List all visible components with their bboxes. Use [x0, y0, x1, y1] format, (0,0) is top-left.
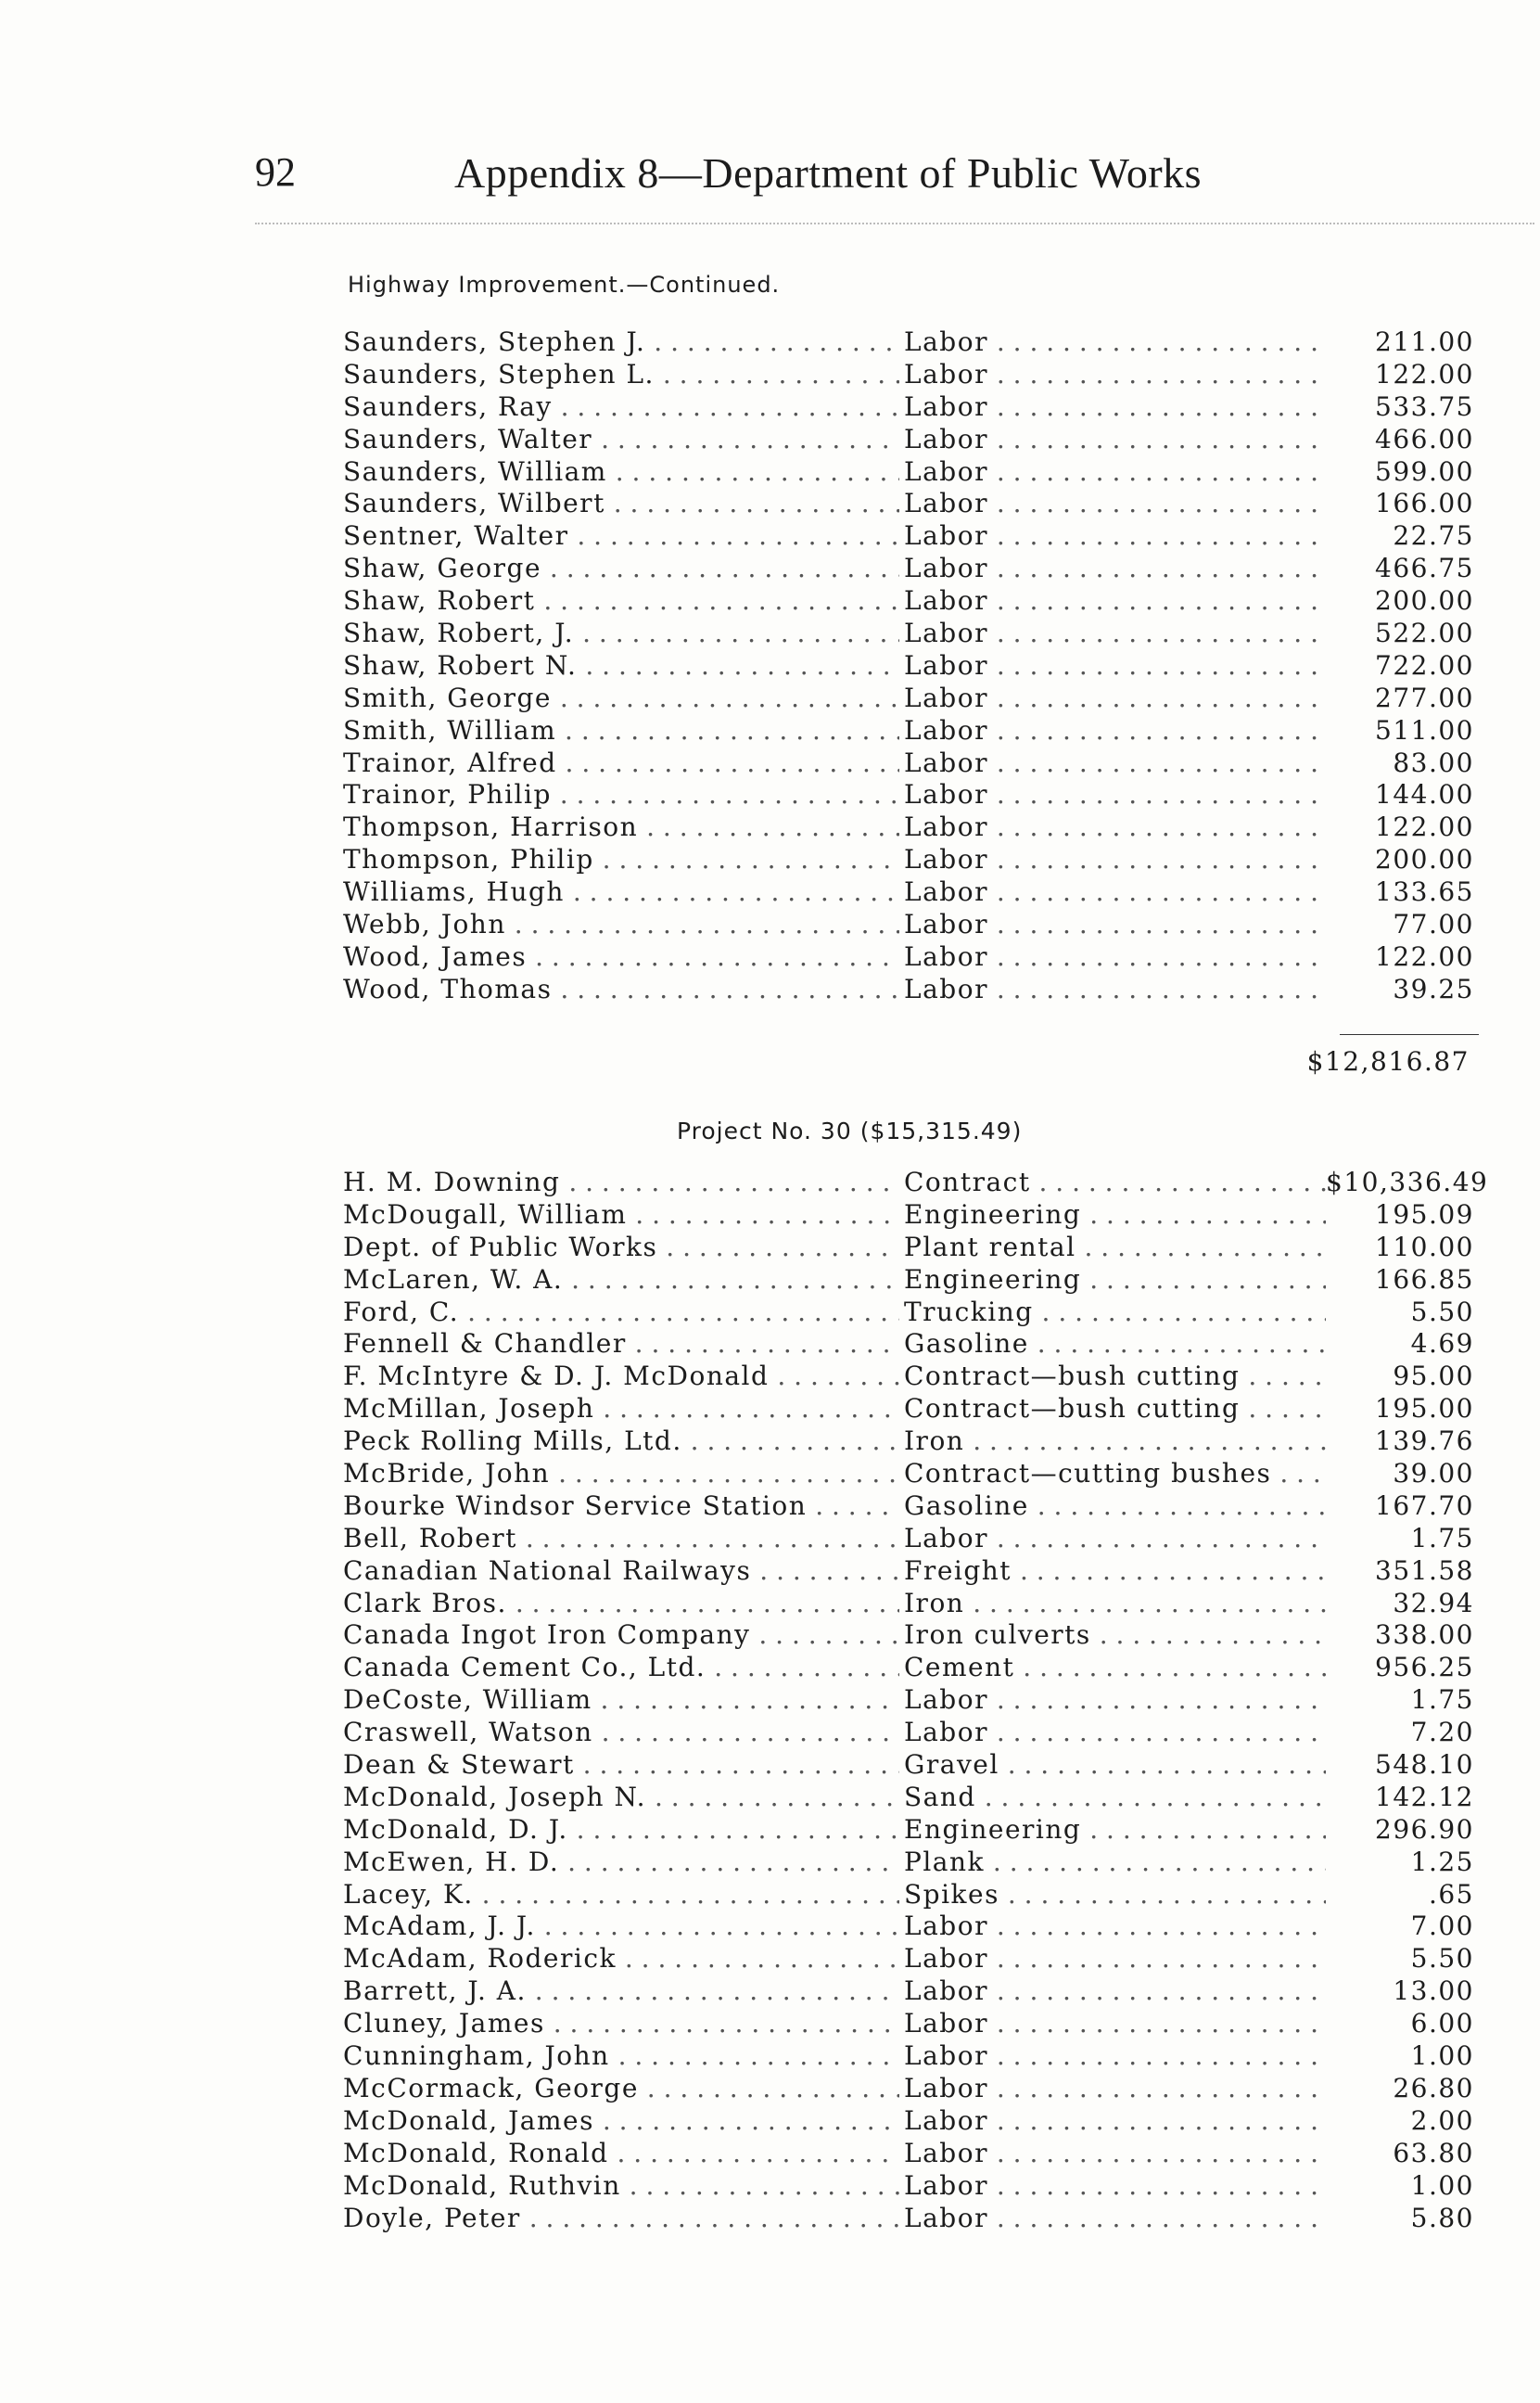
highway-ledger: [343, 326, 1493, 1006]
payee-name: McBride, John . . .: [343, 1458, 899, 1490]
ledger-row: [343, 1943, 1493, 1975]
payee-name: Peck Rolling Mills, Ltd. . . .: [343, 1425, 899, 1458]
expense-type: Labor . . .: [904, 909, 1340, 941]
payee-name: McCormack, George . . .: [343, 2073, 899, 2105]
amount-value: 200.00: [1326, 585, 1474, 618]
payee-name: Bell, Robert . . .: [343, 1523, 899, 1555]
payee-name: Barrett, J. A. . . .: [343, 1975, 899, 2008]
expense-type: Engineering . . .: [904, 1264, 1340, 1297]
expense-type: Labor . . .: [904, 585, 1340, 618]
expense-type: Labor . . .: [904, 2170, 1340, 2203]
amount-value: 200.00: [1326, 844, 1474, 876]
payee-name: Smith, George . . .: [343, 683, 899, 715]
amount-value: 1.00: [1326, 2170, 1474, 2203]
ledger-row: [343, 326, 1493, 359]
ledger-row: [343, 844, 1493, 876]
ledger-row: [343, 2105, 1493, 2138]
ledger-row: [343, 1297, 1493, 1329]
expense-type: Labor . . .: [904, 391, 1340, 424]
amount-value: 22.75: [1326, 520, 1474, 553]
payee-name: Williams, Hugh . . .: [343, 876, 899, 909]
amount-value: 1.00: [1326, 2040, 1474, 2073]
expense-type: Labor . . .: [904, 1911, 1340, 1943]
amount-value: 466.00: [1326, 424, 1474, 456]
amount-value: 142.12: [1326, 1782, 1474, 1814]
payee-name: Ford, C. . . .: [343, 1297, 899, 1329]
amount-value: 32.94: [1326, 1588, 1474, 1620]
ledger-row: [343, 812, 1493, 844]
payee-name: Dean & Stewart . . .: [343, 1749, 899, 1782]
payee-name: Canada Cement Co., Ltd. . . .: [343, 1652, 899, 1684]
ledger-row: [343, 1782, 1493, 1814]
expense-type: Contract—cutting bushes . . .: [904, 1458, 1340, 1490]
ledger-row: [343, 650, 1493, 683]
expense-type: Freight . . .: [904, 1555, 1340, 1588]
amount-value: 39.25: [1326, 974, 1474, 1006]
amount-value: 599.00: [1326, 456, 1474, 489]
running-head: Appendix 8—Department of Public Works: [454, 149, 1203, 197]
expense-type: Labor . . .: [904, 424, 1340, 456]
expense-type: Sand . . .: [904, 1782, 1340, 1814]
payee-name: Wood, James . . .: [343, 941, 899, 974]
payee-name: McEwen, H. D. . . .: [343, 1847, 899, 1879]
amount-value: 277.00: [1326, 683, 1474, 715]
amount-value: 7.00: [1326, 1911, 1474, 1943]
amount-value: 956.25: [1326, 1652, 1474, 1684]
expense-type: Labor . . .: [904, 1684, 1340, 1717]
amount-value: 167.70: [1326, 1490, 1474, 1523]
expense-type: Gasoline . . .: [904, 1328, 1340, 1361]
amount-value: 5.80: [1326, 2203, 1474, 2235]
ledger-row: [343, 1749, 1493, 1782]
expense-type: Labor . . .: [904, 876, 1340, 909]
ledger-row: [343, 1232, 1493, 1264]
amount-value: 533.75: [1326, 391, 1474, 424]
amount-value: 83.00: [1326, 748, 1474, 780]
payee-name: Saunders, Walter . . .: [343, 424, 899, 456]
amount-value: 466.75: [1326, 553, 1474, 585]
amount-value: 26.80: [1326, 2073, 1474, 2105]
project30-section-heading: Project No. 30 ($15,315.49): [677, 1118, 1023, 1144]
ledger-row: [343, 1911, 1493, 1943]
ledger-row: [343, 2040, 1493, 2073]
ledger-row: [343, 585, 1493, 618]
payee-name: Shaw, George . . .: [343, 553, 899, 585]
page-number: 92: [255, 149, 296, 195]
amount-value: 1.75: [1326, 1523, 1474, 1555]
ledger-row: [343, 1684, 1493, 1717]
amount-value: 296.90: [1326, 1814, 1474, 1847]
payee-name: McDonald, James . . .: [343, 2105, 899, 2138]
ledger-row: [343, 456, 1493, 489]
payee-name: McLaren, W. A. . . .: [343, 1264, 899, 1297]
ledger-row: [343, 1361, 1493, 1393]
amount-value: 110.00: [1326, 1232, 1474, 1264]
ledger-row: [343, 553, 1493, 585]
expense-type: Spikes . . .: [904, 1879, 1340, 1911]
expense-type: Labor . . .: [904, 2040, 1340, 2073]
ledger-row: [343, 1879, 1493, 1911]
ledger-row: [343, 2203, 1493, 2235]
payee-name: F. McIntyre & D. J. McDonald . . .: [343, 1361, 899, 1393]
expense-type: Engineering . . .: [904, 1814, 1340, 1847]
payee-name: Trainor, Alfred . . .: [343, 748, 899, 780]
amount-value: 122.00: [1326, 359, 1474, 391]
payee-name: Thompson, Harrison . . .: [343, 812, 899, 844]
ledger-row: [343, 1490, 1493, 1523]
payee-name: Smith, William . . .: [343, 715, 899, 748]
highway-total: $12,816.87: [1306, 1046, 1470, 1077]
ledger-row: [343, 359, 1493, 391]
ledger-row: [343, 1199, 1493, 1232]
payee-name: McDonald, D. J. . . .: [343, 1814, 899, 1847]
amount-value: 338.00: [1326, 1619, 1474, 1652]
amount-value: 548.10: [1326, 1749, 1474, 1782]
amount-value: 133.65: [1326, 876, 1474, 909]
ledger-row: [343, 2073, 1493, 2105]
expense-type: Labor . . .: [904, 2073, 1340, 2105]
expense-type: Iron culverts . . .: [904, 1619, 1340, 1652]
amount-value: 5.50: [1326, 1297, 1474, 1329]
expense-type: Labor . . .: [904, 1975, 1340, 2008]
ledger-row: [343, 1328, 1493, 1361]
amount-value: 77.00: [1326, 909, 1474, 941]
page-header: [255, 148, 1395, 204]
payee-name: Clark Bros. . . .: [343, 1588, 899, 1620]
amount-value: 195.09: [1326, 1199, 1474, 1232]
payee-name: Trainor, Philip . . .: [343, 779, 899, 812]
expense-type: Labor . . .: [904, 650, 1340, 683]
payee-name: Wood, Thomas . . .: [343, 974, 899, 1006]
amount-value: 6.00: [1326, 2008, 1474, 2040]
expense-type: Labor . . .: [904, 941, 1340, 974]
ledger-row: [343, 683, 1493, 715]
expense-type: Trucking . . .: [904, 1297, 1340, 1329]
ledger-row: [343, 618, 1493, 650]
ledger-row: [343, 909, 1493, 941]
payee-name: Cluney, James . . .: [343, 2008, 899, 2040]
amount-value: 63.80: [1326, 2138, 1474, 2170]
ledger-row: [343, 1975, 1493, 2008]
payee-name: Shaw, Robert . . .: [343, 585, 899, 618]
expense-type: Labor . . .: [904, 326, 1340, 359]
ledger-row: [343, 1814, 1493, 1847]
expense-type: Labor . . .: [904, 520, 1340, 553]
payee-name: Dept. of Public Works . . .: [343, 1232, 899, 1264]
payee-name: Saunders, Stephen J. . . .: [343, 326, 899, 359]
expense-type: Labor . . .: [904, 1523, 1340, 1555]
expense-type: Cement . . .: [904, 1652, 1340, 1684]
payee-name: Lacey, K. . . .: [343, 1879, 899, 1911]
payee-name: Craswell, Watson . . .: [343, 1717, 899, 1749]
payee-name: Shaw, Robert, J. . . .: [343, 618, 899, 650]
project30-ledger: [343, 1167, 1493, 2234]
ledger-row: [343, 1425, 1493, 1458]
payee-name: McAdam, J. J. . . .: [343, 1911, 899, 1943]
amount-value: 39.00: [1326, 1458, 1474, 1490]
expense-type: Labor . . .: [904, 1717, 1340, 1749]
ledger-row: [343, 520, 1493, 553]
payee-name: McDonald, Joseph N. . . .: [343, 1782, 899, 1814]
expense-type: Iron . . .: [904, 1425, 1340, 1458]
expense-type: Labor . . .: [904, 2105, 1340, 2138]
expense-type: Labor . . .: [904, 618, 1340, 650]
ledger-row: [343, 715, 1493, 748]
ledger-row: [343, 1167, 1493, 1199]
payee-name: Cunningham, John . . .: [343, 2040, 899, 2073]
expense-type: Labor . . .: [904, 359, 1340, 391]
expense-type: Labor . . .: [904, 683, 1340, 715]
highway-section-heading: Highway Improvement.—Continued.: [348, 272, 781, 298]
amount-value: 166.85: [1326, 1264, 1474, 1297]
payee-name: Canada Ingot Iron Company . . .: [343, 1619, 899, 1652]
amount-value: 122.00: [1326, 941, 1474, 974]
ledger-row: [343, 974, 1493, 1006]
total-rule: [1340, 1034, 1479, 1035]
amount-value: 2.00: [1326, 2105, 1474, 2138]
ledger-row: [343, 1555, 1493, 1588]
expense-type: Labor . . .: [904, 715, 1340, 748]
payee-name: Saunders, Wilbert . . .: [343, 488, 899, 520]
expense-type: Engineering . . .: [904, 1199, 1340, 1232]
expense-type: Labor . . .: [904, 844, 1340, 876]
expense-type: Labor . . .: [904, 779, 1340, 812]
ledger-row: [343, 2138, 1493, 2170]
amount-value: 13.00: [1326, 1975, 1474, 2008]
payee-name: Saunders, Stephen L. . . .: [343, 359, 899, 391]
ledger-row: [343, 1847, 1493, 1879]
expense-type: Labor . . .: [904, 1943, 1340, 1975]
amount-value: 511.00: [1326, 715, 1474, 748]
expense-type: Plant rental . . .: [904, 1232, 1340, 1264]
expense-type: Contract—bush cutting . . .: [904, 1361, 1340, 1393]
payee-name: Sentner, Walter . . .: [343, 520, 899, 553]
expense-type: Contract—bush cutting . . .: [904, 1393, 1340, 1425]
ledger-row: [343, 876, 1493, 909]
payee-name: Saunders, Ray . . .: [343, 391, 899, 424]
payee-name: Canadian National Railways . . .: [343, 1555, 899, 1588]
payee-name: Doyle, Peter . . .: [343, 2203, 899, 2235]
expense-type: Labor . . .: [904, 553, 1340, 585]
ledger-row: [343, 748, 1493, 780]
ledger-row: [343, 1619, 1493, 1652]
ledger-row: [343, 2008, 1493, 2040]
expense-type: Labor . . .: [904, 748, 1340, 780]
ledger-row: [343, 488, 1493, 520]
payee-name: Webb, John . . .: [343, 909, 899, 941]
amount-value: .65: [1326, 1879, 1474, 1911]
amount-value: 351.58: [1326, 1555, 1474, 1588]
amount-value: 211.00: [1326, 326, 1474, 359]
payee-name: Saunders, William . . .: [343, 456, 899, 489]
payee-name: Thompson, Philip . . .: [343, 844, 899, 876]
amount-value: $10,336.49: [1326, 1167, 1489, 1197]
amount-value: 195.00: [1326, 1393, 1474, 1425]
amount-value: 7.20: [1326, 1717, 1474, 1749]
expense-type: Contract . . .: [904, 1167, 1340, 1199]
amount-value: 122.00: [1326, 812, 1474, 844]
payee-name: McDonald, Ruthvin . . .: [343, 2170, 899, 2203]
amount-value: 722.00: [1326, 650, 1474, 683]
expense-type: Labor . . .: [904, 2138, 1340, 2170]
expense-type: Labor . . .: [904, 2008, 1340, 2040]
ledger-row: [343, 1393, 1493, 1425]
ledger-row: [343, 1652, 1493, 1684]
expense-type: Plank . . .: [904, 1847, 1340, 1879]
amount-value: 1.75: [1326, 1684, 1474, 1717]
ledger-row: [343, 1458, 1493, 1490]
payee-name: McDougall, William . . .: [343, 1199, 899, 1232]
amount-value: 522.00: [1326, 618, 1474, 650]
expense-type: Labor . . .: [904, 2203, 1340, 2235]
payee-name: McMillan, Joseph . . .: [343, 1393, 899, 1425]
expense-type: Gasoline . . .: [904, 1490, 1340, 1523]
expense-type: Gravel . . .: [904, 1749, 1340, 1782]
amount-value: 95.00: [1326, 1361, 1474, 1393]
expense-type: Labor . . .: [904, 812, 1340, 844]
payee-name: Fennell & Chandler . . .: [343, 1328, 899, 1361]
amount-value: 5.50: [1326, 1943, 1474, 1975]
ledger-row: [343, 424, 1493, 456]
payee-name: McDonald, Ronald . . .: [343, 2138, 899, 2170]
ledger-row: [343, 1264, 1493, 1297]
ledger-row: [343, 941, 1493, 974]
payee-name: McAdam, Roderick . . .: [343, 1943, 899, 1975]
amount-value: 1.25: [1326, 1847, 1474, 1879]
payee-name: DeCoste, William . . .: [343, 1684, 899, 1717]
ledger-row: [343, 391, 1493, 424]
expense-type: Labor . . .: [904, 456, 1340, 489]
amount-value: 144.00: [1326, 779, 1474, 812]
expense-type: Labor . . .: [904, 488, 1340, 520]
payee-name: Shaw, Robert N. . . .: [343, 650, 899, 683]
amount-value: 139.76: [1326, 1425, 1474, 1458]
expense-type: Iron . . .: [904, 1588, 1340, 1620]
ledger-row: [343, 779, 1493, 812]
ledger-row: [343, 1523, 1493, 1555]
payee-name: Bourke Windsor Service Station . . .: [343, 1490, 899, 1523]
ledger-row: [343, 1717, 1493, 1749]
expense-type: Labor . . .: [904, 974, 1340, 1006]
ledger-row: [343, 2170, 1493, 2203]
ledger-row: [343, 1588, 1493, 1620]
amount-value: 166.00: [1326, 488, 1474, 520]
payee-name: H. M. Downing . . .: [343, 1167, 899, 1199]
amount-value: 4.69: [1326, 1328, 1474, 1361]
header-rule: [255, 223, 1534, 224]
